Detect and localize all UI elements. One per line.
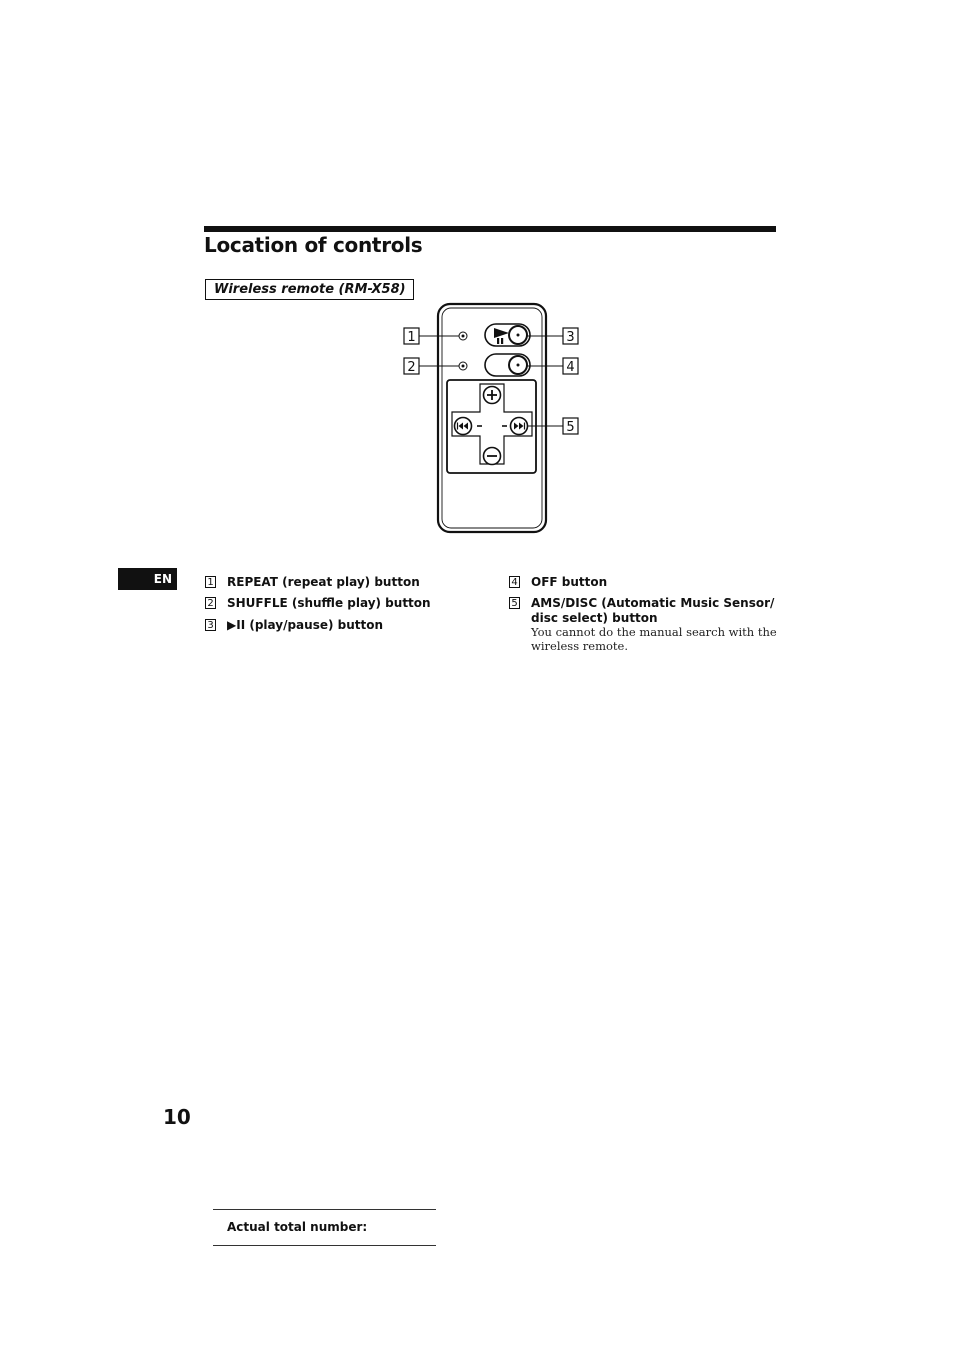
callout-1: 1 — [407, 330, 416, 345]
page-number: 10 — [163, 1105, 191, 1129]
item-5-description: You cannot do the manual search with the wireless remote. — [531, 625, 777, 653]
callout-3: 3 — [566, 330, 575, 345]
footer-rule-bottom — [213, 1245, 436, 1246]
title-rule — [204, 226, 776, 232]
callout-4: 4 — [566, 360, 575, 375]
item-label: REPEAT (repeat play) button — [227, 575, 420, 589]
pause-icon — [497, 338, 499, 344]
subheading-box: Wireless remote (RM-X58) — [205, 279, 414, 300]
item-number: 1 — [205, 576, 216, 588]
language-tab: EN — [118, 568, 177, 590]
item-number: 5 — [509, 597, 520, 609]
item-label: OFF button — [531, 575, 608, 589]
item-label: ▶II (play/pause) button — [227, 618, 384, 632]
item-label: SHUFFLE (shuffle play) button — [227, 596, 431, 610]
callout-2: 2 — [407, 360, 416, 375]
footer-label: Actual total number: — [227, 1220, 368, 1234]
item-number: 4 — [509, 576, 520, 588]
page-title: Location of controls — [204, 233, 423, 257]
remote-illustration — [398, 298, 588, 538]
item-number: 3 — [205, 619, 216, 631]
item-label-line2: disc select) button — [531, 611, 658, 625]
callout-5: 5 — [566, 420, 575, 435]
item-label: AMS/DISC (Automatic Music Sensor/ — [531, 596, 775, 610]
item-number: 2 — [205, 597, 216, 609]
footer-rule-top — [213, 1209, 436, 1210]
